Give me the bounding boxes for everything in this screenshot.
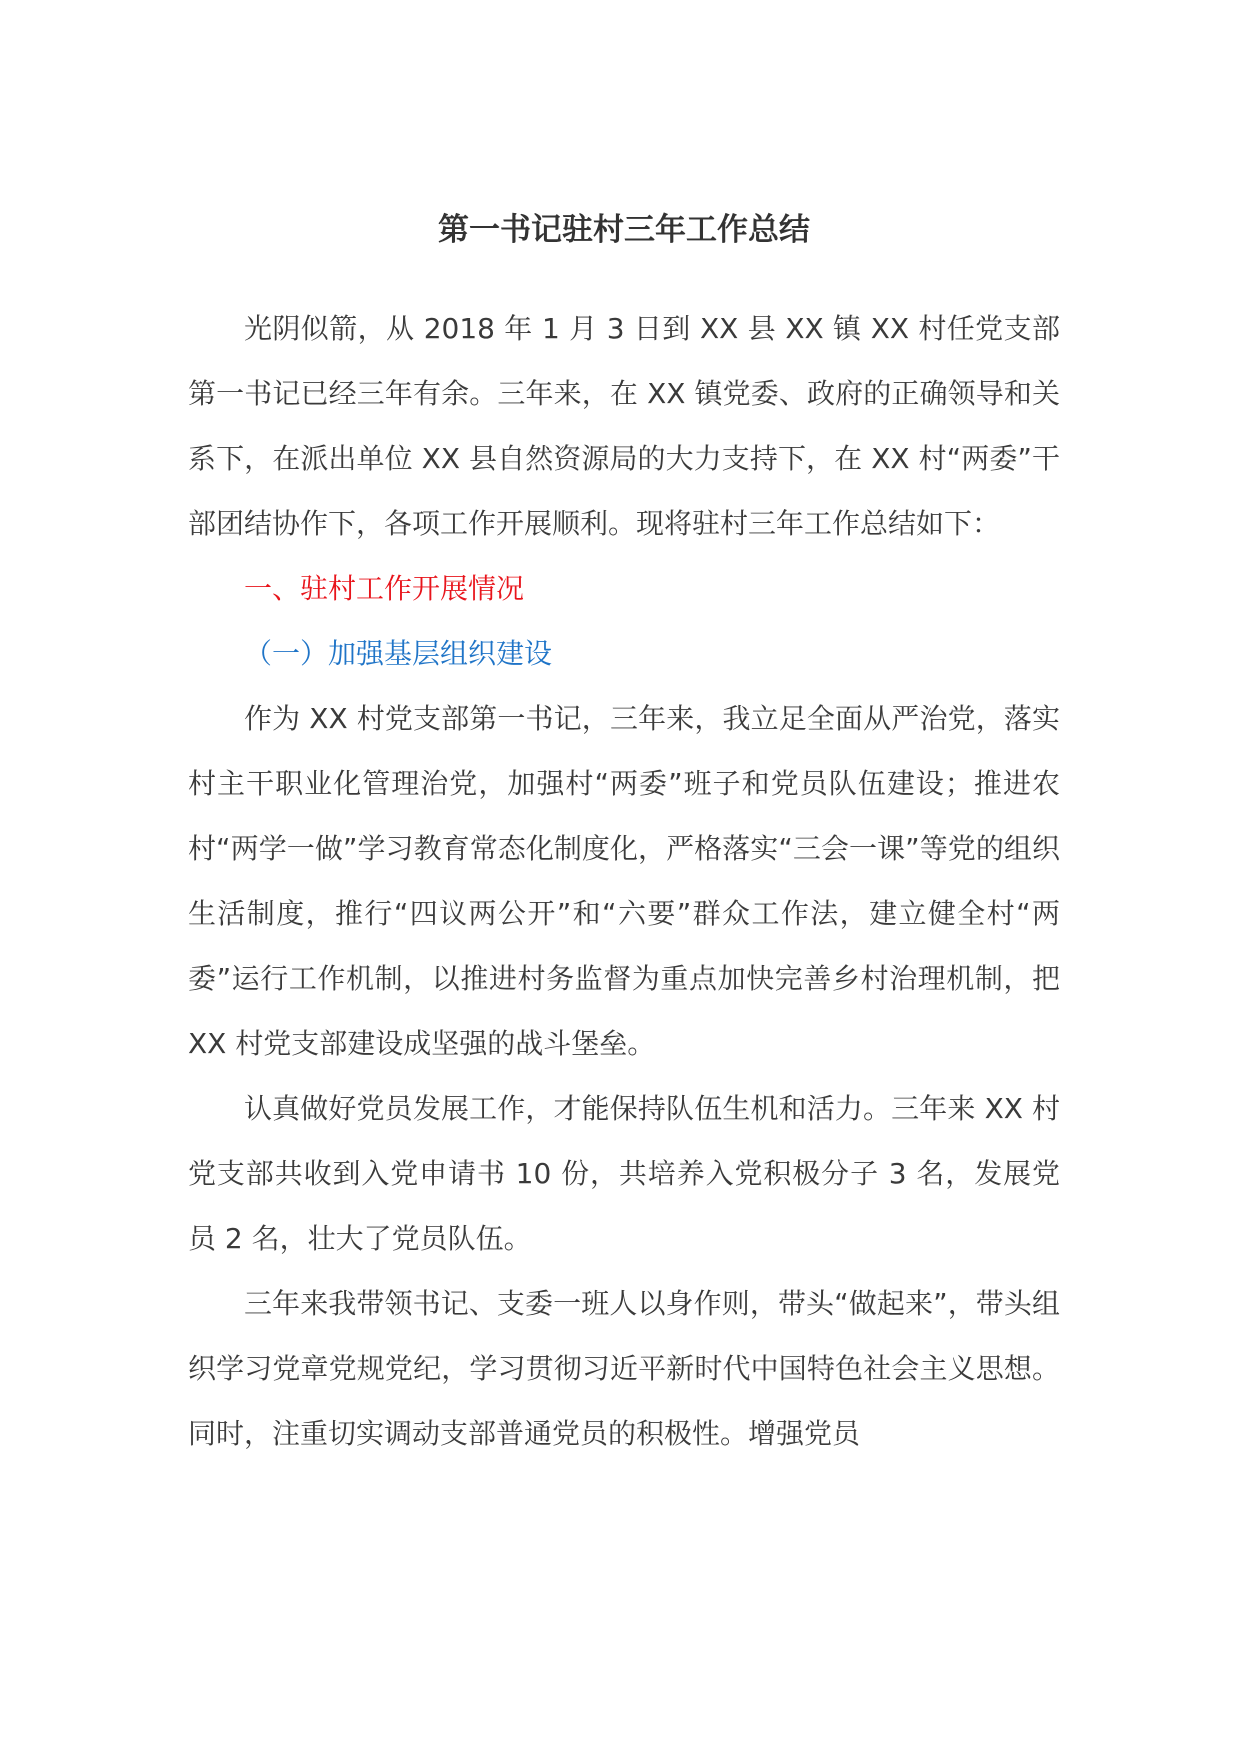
document-title: 第一书记驻村三年工作总结 <box>438 212 810 248</box>
subsection-heading: （一）加强基层组织建设 <box>244 637 553 670</box>
paragraph-leadership: 三年来我带领书记、支委一班人以身作则，带头“做起来”，带头组织学习党章党规党纪，学习贯彻习近平新时代中国特色社会主义思想。同时，注重切实调动支部普通党员的积极性。增强党员 <box>188 1287 1060 1450</box>
section-heading: 一、驻村工作开展情况 <box>244 572 525 605</box>
document-body <box>188 202 1060 1466</box>
paragraph-organization: 作为 XX 村党支部第一书记，三年来，我立足全面从严治党，落实村主干职业化管理治党，加强村“两委”班子和党员队伍建设；推进农村“两学一做”学习教育常态化制度化，严格落实“三会一课”等党的组织生活制度，推行“四议两公开”和“六要”群众工作法，建立健全村“两委”运行工作机制，以推进村务监督为重点加快完善乡村治理机制，把 XX 村党支部建设成坚强的战斗堡垒。 <box>188 702 1060 1060</box>
paragraph-membership: 认真做好党员发展工作，才能保持队伍生机和活力。三年来 XX 村党支部共收到入党申请书 10 份，共培养入党积极分子 3 名，发展党员 2 名，壮大了党员队伍。 <box>188 1092 1060 1255</box>
paragraph-intro: 光阴似箭，从 2018 年 1 月 3 日到 XX 县 XX 镇 XX 村任党支部第一书记已经三年有余。三年来，在 XX 镇党委、政府的正确领导和关系下，在派出单位 XX 县自然资源局的大力支持下，在 XX 村“两委”干部团结协作下，各项工作开展顺利。现将驻村三年工作总结如下： <box>188 312 1060 540</box>
